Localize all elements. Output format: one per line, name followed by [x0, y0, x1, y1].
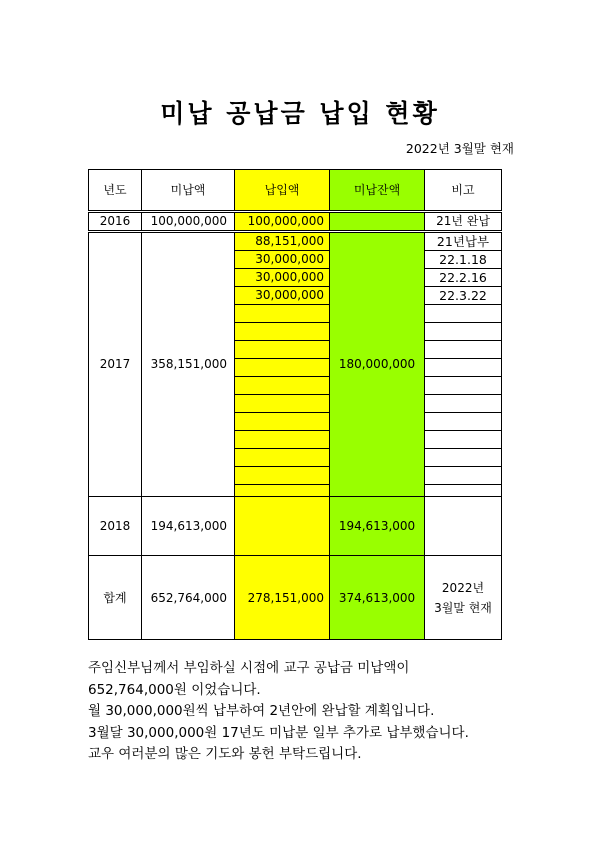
unpaid-cell: 358,151,000: [142, 232, 235, 497]
page-title: 미납 공납금 납입 현황: [160, 99, 440, 128]
payment-cell: [235, 305, 330, 323]
year-cell: 2017: [89, 232, 142, 497]
payment-cell: 30,000,000: [235, 269, 330, 287]
year-cell: 2016: [89, 212, 142, 232]
header-paid: 납입액: [235, 170, 330, 212]
header-note: 비고: [425, 170, 502, 212]
note-cell: 22.1.18: [425, 251, 502, 269]
note-cell: [425, 497, 502, 556]
total-unpaid: 652,764,000: [142, 556, 235, 640]
note-cell: [425, 359, 502, 377]
payment-cell: 30,000,000: [235, 287, 330, 305]
table-row-2016: [89, 212, 502, 232]
payment-cell: [235, 431, 330, 449]
note-cell: [425, 305, 502, 323]
table-row-2017: [89, 232, 502, 251]
notice-line: 교우 여러분의 많은 기도와 봉헌 부탁드립니다.: [88, 746, 362, 762]
payment-cell: [235, 395, 330, 413]
paid-cell: [235, 497, 330, 556]
payment-cell: [235, 467, 330, 485]
note-cell: [425, 431, 502, 449]
total-balance: 374,613,000: [330, 556, 425, 640]
payment-cell: [235, 413, 330, 431]
note-cell: 21년납부: [425, 232, 502, 251]
header-balance: 미납잔액: [330, 170, 425, 212]
notice-text: [88, 658, 469, 766]
payment-cell: [235, 359, 330, 377]
payment-cell: 88,151,000: [235, 232, 330, 251]
note-cell: 21년 완납: [425, 212, 502, 232]
unpaid-cell: 194,613,000: [142, 497, 235, 556]
balance-cell: 194,613,000: [330, 497, 425, 556]
payment-cell: 30,000,000: [235, 251, 330, 269]
header-year: 년도: [89, 170, 142, 212]
table-header-row: [89, 170, 502, 212]
notice-line: 652,764,000원 이었습니다.: [88, 681, 261, 698]
header-unpaid: 미납액: [142, 170, 235, 212]
note-cell: [425, 323, 502, 341]
payment-cell: [235, 377, 330, 395]
note-cell: [425, 449, 502, 467]
payment-status-table: [88, 169, 502, 640]
note-cell: [425, 467, 502, 485]
notice-line: 3월달 30,000,000원 17년도 미납분 일부 추가로 납부했습니다.: [88, 724, 469, 741]
total-note: [425, 556, 502, 640]
total-note-line2: 3월말 현재: [434, 600, 492, 615]
note-cell: 22.3.22: [425, 287, 502, 305]
total-paid: 278,151,000: [235, 556, 330, 640]
note-cell: [425, 413, 502, 431]
note-cell: [425, 377, 502, 395]
note-cell: [425, 485, 502, 497]
notice-line: 월 30,000,000원씩 납부하여 2년안에 완납할 계획입니다.: [88, 703, 435, 719]
total-note-line1: 2022년: [441, 580, 485, 595]
balance-cell: 180,000,000: [330, 232, 425, 497]
payment-cell: [235, 341, 330, 359]
table-row-2018: [89, 497, 502, 556]
notice-line: 주임신부님께서 부임하실 시점에 교구 공납금 미납액이: [88, 660, 410, 676]
balance-cell: [330, 212, 425, 232]
year-cell: 2018: [89, 497, 142, 556]
total-label: 합계: [89, 556, 142, 640]
table-row-total: [89, 556, 502, 640]
payment-cell: [235, 449, 330, 467]
payment-cell: [235, 485, 330, 497]
note-cell: 22.2.16: [425, 269, 502, 287]
unpaid-cell: 100,000,000: [142, 212, 235, 232]
note-cell: [425, 341, 502, 359]
note-cell: [425, 395, 502, 413]
paid-cell: 100,000,000: [235, 212, 330, 232]
payment-cell: [235, 323, 330, 341]
as-of-date: 2022년 3월말 현재: [405, 141, 514, 156]
